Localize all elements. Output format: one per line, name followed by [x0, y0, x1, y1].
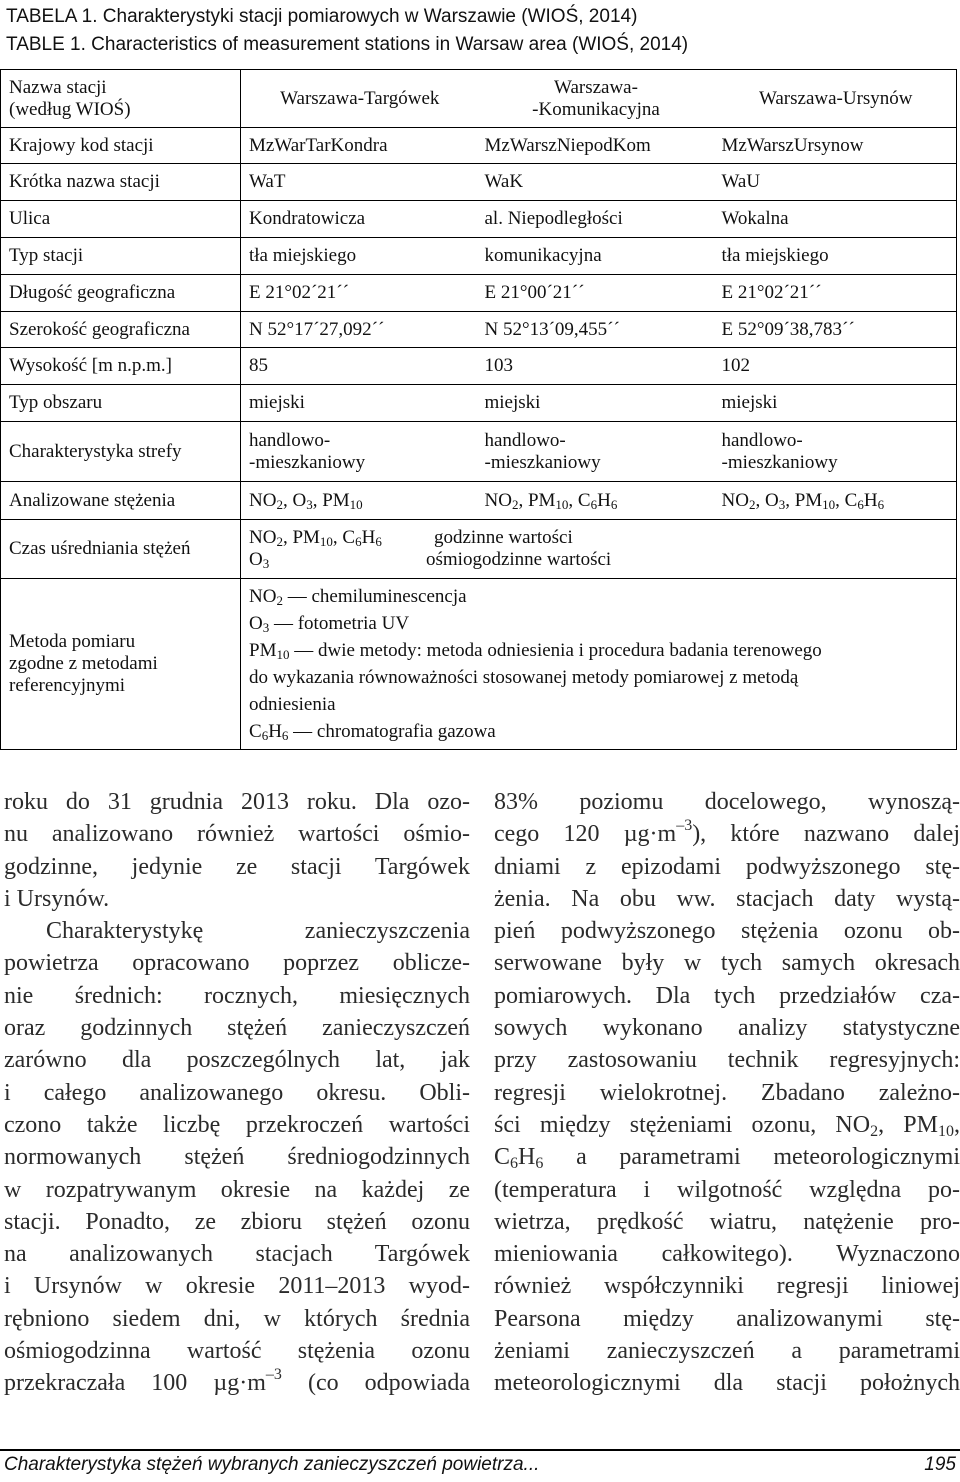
text-line: stacji. Ponadto, ze zbioru stężeń ozonu: [4, 1208, 470, 1235]
table-row: [1, 201, 957, 238]
table-cell: 103: [477, 348, 714, 385]
text-line: i Ursynów.: [4, 885, 110, 912]
row-label: Analizowane stężenia: [1, 482, 241, 520]
row-label: Krótka nazwa stacji: [1, 164, 241, 201]
text-line: żenia. Na obu ww. stacjach daty wystą-: [494, 885, 960, 912]
text-line: sowych wykonano analizy statystyczne: [494, 1015, 960, 1042]
text-line: na analizowanych stacjach Targówek: [4, 1241, 470, 1268]
table-cell: tła miejskiego: [714, 238, 957, 275]
text-line: roku do 31 grudnia 2013 roku. Dla ozo-: [4, 789, 470, 815]
text-line: żeniami zanieczyszczeń a parametrami: [494, 1338, 960, 1365]
table-row: [1, 312, 957, 348]
table-caption-english: TABLE 1. Characteristics of measurement stations in Warsaw area (WIOŚ, 2014): [6, 34, 689, 55]
text-line: nu analizowano również wartości ośmio-: [4, 821, 470, 848]
text-line: rębniono siedem dni, w których średnia: [4, 1305, 470, 1332]
running-footer-title: Charakterystyka stężeń wybranych zanieczyszczeń powietrza...: [4, 1454, 540, 1475]
text-line: zarówno dla poszczególnych lat, jak: [4, 1047, 470, 1074]
table-cell-merged: $NO_2$, $PM_{10}$, $C_6H_6$ godzinne wartości $O_3$ ośmiogodzinne wartości: [241, 520, 957, 579]
table-row: [1, 128, 957, 164]
table-caption-polish: TABELA 1. Charakterystyki stacji pomiarowych w Warszawie (WIOŚ, 2014): [6, 6, 638, 27]
text-line: oraz godzinnych stężeń zanieczyszczeń: [4, 1015, 470, 1042]
text-line: mieniowania całkowitego). Wyznaczono: [494, 1241, 960, 1268]
text-line: czono także liczbę przekroczeń wartości: [4, 1111, 470, 1138]
table-row: [1, 275, 957, 312]
table-row-method: [1, 579, 957, 750]
text-line: i Ursynów w okresie 2011–2013 wyod-: [4, 1273, 470, 1300]
row-label: Długość geograficzna: [1, 275, 241, 312]
table-cell: E 21°00´21´´: [477, 275, 714, 312]
row-label: Ulica: [1, 201, 241, 238]
table-cell: handlowo- -mieszkaniowy: [477, 422, 714, 482]
table-cell: miejski: [714, 385, 957, 422]
table-cell-merged: $NO_2$ — chemiluminescencja $O_3$ — fotometria UV $PM_{10}$ — dwie metody: metoda odniesienia i procedura badania terenowego do wykazania równoważności stosowanej metody pomiarowej z metodą odniesienia $C_6H_6$ — chromatografia gazowa: [241, 579, 957, 750]
text-line: przy zastosowaniu technik regresyjnych:: [494, 1047, 960, 1074]
table-cell: $NO_2$, $O_3$, $PM_{10}$: [241, 482, 477, 520]
station-characteristics-table: [0, 69, 957, 750]
table-cell: 102: [714, 348, 957, 385]
table-row: [1, 422, 957, 482]
table-cell: WaK: [477, 164, 714, 201]
row-label: Typ obszaru: [1, 385, 241, 422]
header-ursynow: Warszawa-Ursynów: [758, 87, 913, 109]
table-cell: miejski: [241, 385, 477, 422]
table-row: [1, 385, 957, 422]
text-line: wietrza, prędkość wiatru, natężenie pro-: [494, 1208, 960, 1235]
text-line: Pearsona między analizowanymi stę-: [494, 1305, 960, 1332]
text-line: nie średnich: rocznych, miesięcznych: [4, 982, 470, 1009]
text-line: ośmiogodzinna wartość stężenia ozonu: [4, 1338, 470, 1365]
text-line: meteorologicznymi dla stacji położnych: [494, 1370, 960, 1397]
table-cell: Wokalna: [714, 201, 957, 238]
table-row: [1, 238, 957, 275]
table-cell: E 52°09´38,783´´: [714, 312, 957, 348]
text-line: ści między stężeniami ozonu, $NO_2$, $PM_{10}$,: [494, 1111, 960, 1140]
text-line: powietrza opracowano poprzez oblicze-: [4, 950, 470, 977]
row-label: Czas uśredniania stężeń: [1, 520, 241, 579]
text-line: regresji wielokrotnej. Zbadano zależno-: [494, 1079, 960, 1106]
body-text-right-column: [494, 786, 960, 1400]
table-cell: handlowo- -mieszkaniowy: [714, 422, 957, 482]
table-cell: N 52°17´27,092´´: [241, 312, 477, 348]
text-line: $C_6H_6$ a parametrami meteorologicznymi: [494, 1144, 960, 1173]
text-line: również współczynniki regresji liniowej: [494, 1273, 960, 1300]
table-row: [1, 348, 957, 385]
header-komunikacyjna: Warszawa- -Komunikacyjna: [532, 76, 660, 120]
row-label: Wysokość [m n.p.m.]: [1, 348, 241, 385]
table-cell: WaU: [714, 164, 957, 201]
table-cell: tła miejskiego: [241, 238, 477, 275]
text-line: cego 120 $\mu g\cdot m^{-3}$), które nazwano dalej: [494, 817, 960, 848]
table-cell: komunikacyjna: [477, 238, 714, 275]
table-cell: E 21°02´21´´: [241, 275, 477, 312]
text-line: 83% poziomu docelowego, wynoszą-: [494, 789, 960, 815]
text-line: godzinne, jedynie ze stacji Targówek: [4, 853, 470, 880]
text-line: serwowane były w tych samych okresach: [494, 950, 960, 977]
row-label: Krajowy kod stacji: [1, 128, 241, 164]
table-cell: E 21°02´21´´: [714, 275, 957, 312]
table-cell: MzWarszNiepodKom: [477, 128, 714, 164]
table-cell: 85: [241, 348, 477, 385]
table-row-averaging: [1, 520, 957, 579]
table-row: [1, 164, 957, 201]
table-row-analytes: [1, 482, 957, 520]
table-cell: MzWarTarKondra: [241, 128, 477, 164]
text-line: normowanych stężeń średniogodzinnych: [4, 1144, 470, 1171]
row-label: Metoda pomiaru zgodne z metodami referencyjnymi: [1, 579, 241, 750]
row-label: Typ stacji: [1, 238, 241, 275]
text-line: Charakterystykę zanieczyszczenia: [46, 918, 470, 945]
table-cell: WaT: [241, 164, 477, 201]
row-label: Szerokość geograficzna: [1, 312, 241, 348]
text-line: i całego analizowanego okresu. Obli-: [4, 1079, 470, 1106]
table-cell: miejski: [477, 385, 714, 422]
text-line: przekraczała 100 $\mu g\cdot m^{-3}$ (co odpowiada: [4, 1366, 470, 1397]
body-text-left-column: [4, 786, 470, 1400]
text-line: pień podwyższonego stężenia ozonu ob-: [494, 918, 960, 945]
table-cell: MzWarszUrsynow: [714, 128, 957, 164]
table-cell: Kondratowicza: [241, 201, 477, 238]
row-label: Charakterystyka strefy: [1, 422, 241, 482]
table-cell: al. Niepodległości: [477, 201, 714, 238]
table-cell: handlowo- -mieszkaniowy: [241, 422, 477, 482]
table-cell: N 52°13´09,455´´: [477, 312, 714, 348]
table-cell: $NO_2$, $PM_{10}$, $C_6H_6$: [477, 482, 714, 520]
footer-rule: [0, 1449, 960, 1451]
text-line: (temperatura i wilgotność względna po-: [494, 1176, 960, 1203]
header-targowek: Warszawa-Targówek: [280, 87, 440, 109]
text-line: w rozpatrywanym okresie na każdej ze: [4, 1176, 470, 1203]
table-cell: $NO_2$, $O_3$, $PM_{10}$, $C_6H_6$: [714, 482, 957, 520]
table-header-row: [1, 70, 957, 128]
header-station-name: Nazwa stacji (według WIOŚ): [1, 70, 241, 128]
text-line: dniami z epizodami podwyższonego stę-: [494, 853, 960, 880]
text-line: pomiarowych. Dla tych przedziałów cza-: [494, 982, 960, 1009]
page-number: 195: [924, 1454, 956, 1475]
